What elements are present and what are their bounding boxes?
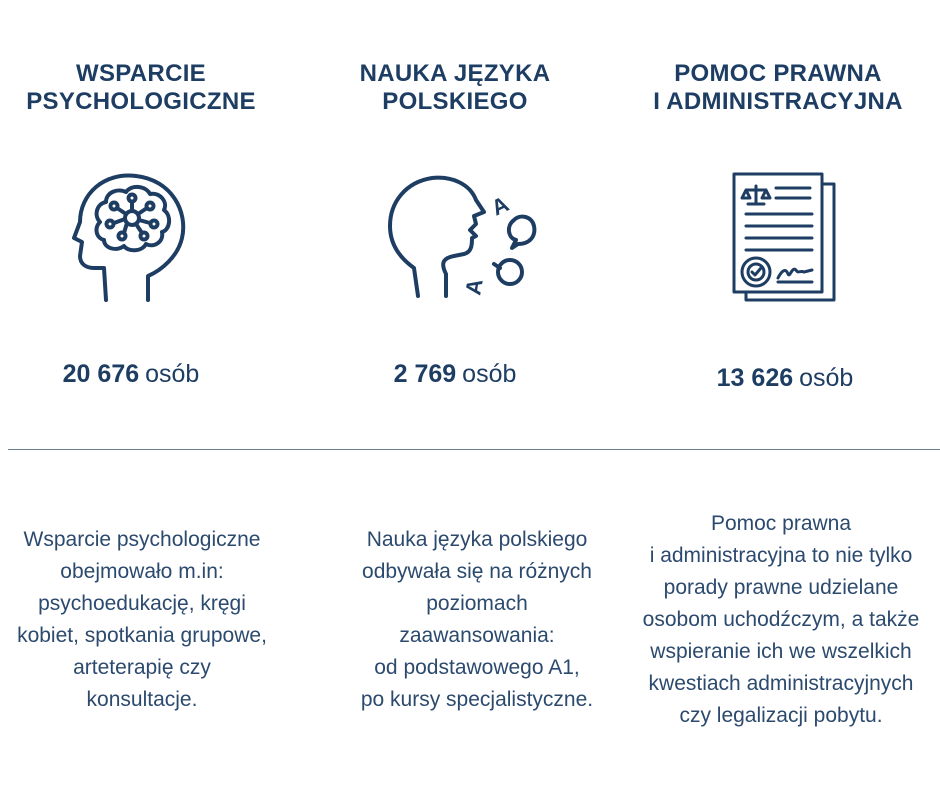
title-line: NAUKA JĘZYKA (359, 60, 551, 87)
speaking-head-icon (384, 172, 540, 304)
description-line: Pomoc prawna (710, 512, 852, 535)
description-line: Nauka języka polskiego (366, 528, 588, 551)
description-line: konsultacje. (86, 688, 198, 711)
title-line: PSYCHOLOGICZNE (26, 88, 256, 115)
stat-unit: osób (799, 364, 854, 392)
stat-unit: osób (145, 360, 200, 388)
title-line: WSPARCIE (76, 60, 206, 87)
description-line: porady prawne udzielane (663, 576, 899, 599)
description-line: odbywała się na różnych (362, 560, 592, 583)
stat-polish-language (320, 360, 590, 389)
description-line: obejmowało m.in: (60, 560, 224, 583)
description-line: osobom uchodźczym, a także (642, 608, 920, 631)
description-line: Wsparcie psychologiczne (23, 528, 261, 551)
title-polish-language (312, 60, 598, 116)
title-psychological-support (0, 60, 282, 116)
stat-legal-aid (640, 364, 930, 393)
title-line: POLSKIEGO (382, 88, 528, 115)
stat-value: 13 626 (716, 364, 794, 392)
description-legal-aid (622, 508, 940, 732)
description-psychological-support (0, 524, 284, 716)
description-line: kwestiach administracyjnych (648, 672, 914, 695)
description-line: czy legalizacji pobytu. (679, 704, 883, 727)
description-line: poziomach (426, 592, 528, 615)
title-line: POMOC PRAWNA (674, 60, 882, 87)
description-line: i administracyjna to nie tylko (649, 544, 913, 567)
description-line: od podstawowego A1, (374, 656, 580, 679)
stat-value: 20 676 (62, 360, 140, 388)
description-line: psychoedukację, kręgi (38, 592, 246, 615)
description-polish-language (340, 524, 614, 716)
svg-text:A: A (460, 276, 488, 297)
description-line: arteterapię czy (73, 656, 211, 679)
legal-document-icon (728, 170, 840, 304)
brain-head-icon (70, 172, 190, 304)
title-line: I ADMINISTRACYJNA (653, 88, 903, 115)
svg-text:A: A (487, 191, 513, 221)
description-line: po kursy specjalistyczne. (360, 688, 594, 711)
stat-unit: osób (462, 360, 517, 388)
title-legal-aid (630, 60, 926, 116)
stat-value: 2 769 (393, 360, 457, 388)
stat-psychological-support (0, 360, 262, 389)
description-line: zaawansowania: (399, 624, 555, 647)
section-divider (8, 449, 940, 450)
description-line: wspieranie ich we wszelkich (650, 640, 912, 663)
description-line: kobiet, spotkania grupowe, (17, 624, 267, 647)
